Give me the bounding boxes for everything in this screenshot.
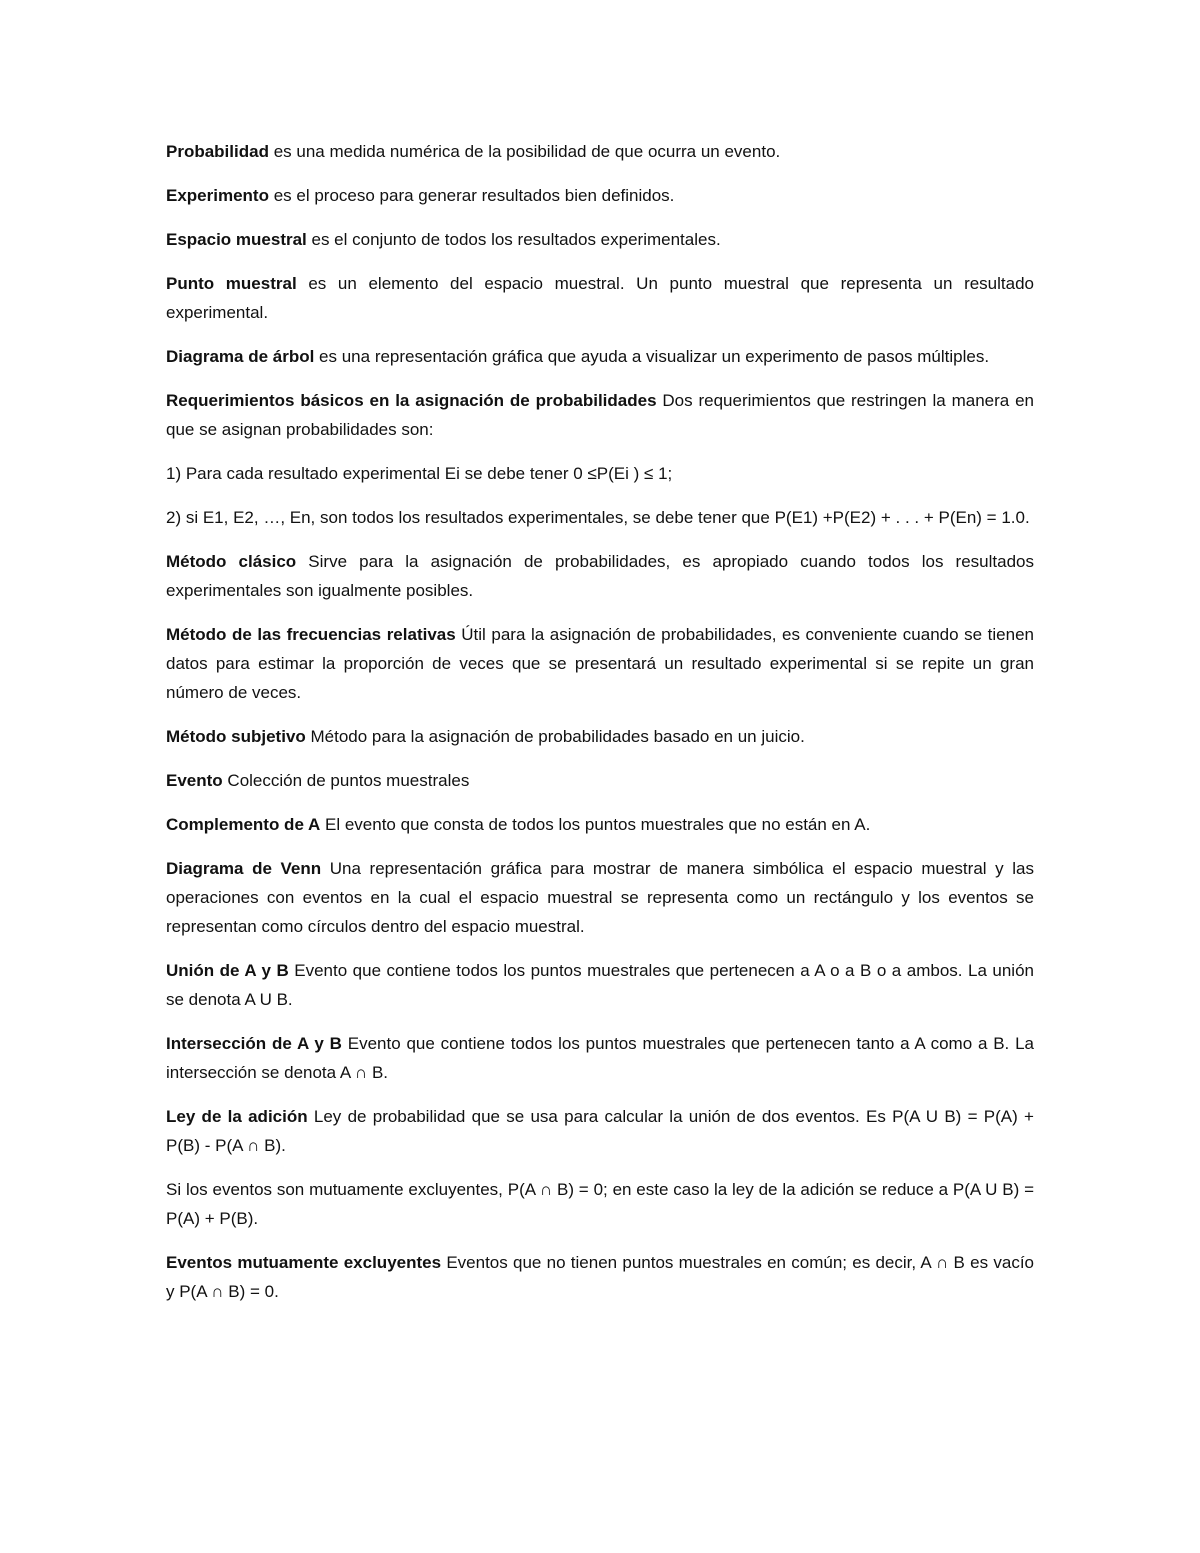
paragraph-mutuamente-excluyentes-note xyxy=(166,1175,1034,1233)
definition: 1) Para cada resultado experimental Ei se debe tener 0 ≤P(Ei ) ≤ 1; xyxy=(166,464,673,483)
paragraph-requirement-2 xyxy=(166,503,1034,532)
term: Diagrama de Venn xyxy=(166,859,322,878)
term: Método clásico xyxy=(166,552,297,571)
term: Método subjetivo xyxy=(166,727,306,746)
term: Unión de A y B xyxy=(166,961,289,980)
term: Complemento de A xyxy=(166,815,321,834)
definition: es el proceso para generar resultados bien definidos. xyxy=(268,186,675,205)
paragraph-evento xyxy=(166,766,1034,795)
definition: Eventos que no tienen puntos muestrales en común; es decir, A ∩ B es vacío y P(A ∩ B) = 0. xyxy=(166,1253,1034,1301)
definition: Dos requerimientos que restringen la manera en que se asignan probabilidades son: xyxy=(166,391,1034,439)
paragraph-complemento xyxy=(166,810,1034,839)
paragraph-union xyxy=(166,956,1034,1014)
paragraph-metodo-clasico xyxy=(166,547,1034,605)
term: Eventos mutuamente excluyentes xyxy=(166,1253,442,1272)
paragraph-requirement-1 xyxy=(166,459,1034,488)
definition: Útil para la asignación de probabilidades, es conveniente cuando se tienen datos para estimar la proporción de veces que se presentará un resultado experimental si se repite un gran número de veces. xyxy=(166,625,1034,702)
paragraph-espacio-muestral xyxy=(166,225,1034,254)
definition: Evento que contiene todos los puntos muestrales que pertenecen tanto a A como a B. La intersección se denota A ∩ B. xyxy=(166,1034,1034,1082)
term: Punto muestral xyxy=(166,274,297,293)
term: Requerimientos básicos en la asignación de probabilidades xyxy=(166,391,657,410)
paragraph-diagrama-arbol xyxy=(166,342,1034,371)
term: Probabilidad xyxy=(166,142,269,161)
paragraph-probabilidad xyxy=(166,137,1034,166)
paragraph-metodo-subjetivo xyxy=(166,722,1034,751)
definition: Evento que contiene todos los puntos muestrales que pertenecen a A o a B o a ambos. La unión se denota A U B. xyxy=(166,961,1034,1009)
definition: Sirve para la asignación de probabilidades, es apropiado cuando todos los resultados experimentales son igualmente posibles. xyxy=(166,552,1034,600)
term: Ley de la adición xyxy=(166,1107,308,1126)
definition: es una medida numérica de la posibilidad de que ocurra un evento. xyxy=(268,142,781,161)
definition: Una representación gráfica para mostrar de manera simbólica el espacio muestral y las operaciones con eventos en la cual el espacio muestral se representa como un rectángulo y los eventos se representan como círculos dentro del espacio muestral. xyxy=(166,859,1034,936)
paragraph-interseccion xyxy=(166,1029,1034,1087)
definition: Colección de puntos muestrales xyxy=(222,771,470,790)
term: Espacio muestral xyxy=(166,230,307,249)
definition: Si los eventos son mutuamente excluyentes, P(A ∩ B) = 0; en este caso la ley de la adición se reduce a P(A U B) = P(A) + P(B). xyxy=(166,1180,1034,1228)
definition: es una representación gráfica que ayuda a visualizar un experimento de pasos múltiples. xyxy=(314,347,990,366)
term: Evento xyxy=(166,771,223,790)
term: Intersección de A y B xyxy=(166,1034,342,1053)
definition: Método para la asignación de probabilidades basado en un juicio. xyxy=(305,727,805,746)
paragraph-requerimientos xyxy=(166,386,1034,444)
definition: Ley de probabilidad que se usa para calcular la unión de dos eventos. Es P(A U B) = P(A) + P(B) - P(A ∩ B). xyxy=(166,1107,1034,1155)
paragraph-experimento xyxy=(166,181,1034,210)
definition: El evento que consta de todos los puntos muestrales que no están en A. xyxy=(320,815,871,834)
paragraph-diagrama-venn xyxy=(166,854,1034,941)
term: Experimento xyxy=(166,186,269,205)
paragraph-punto-muestral xyxy=(166,269,1034,327)
paragraph-ley-adicion xyxy=(166,1102,1034,1160)
definition: es un elemento del espacio muestral. Un punto muestral que representa un resultado experimental. xyxy=(166,274,1034,322)
term: Diagrama de árbol xyxy=(166,347,315,366)
definition: 2) si E1, E2, …, En, son todos los resultados experimentales, se debe tener que P(E1) +P(E2) + . . . + P(En) = 1.0. xyxy=(166,508,1030,527)
paragraph-frecuencias-relativas xyxy=(166,620,1034,707)
paragraph-eventos-mutuamente-excluyentes xyxy=(166,1248,1034,1306)
definition: es el conjunto de todos los resultados experimentales. xyxy=(306,230,721,249)
document-page xyxy=(166,137,1034,1321)
term: Método de las frecuencias relativas xyxy=(166,625,456,644)
